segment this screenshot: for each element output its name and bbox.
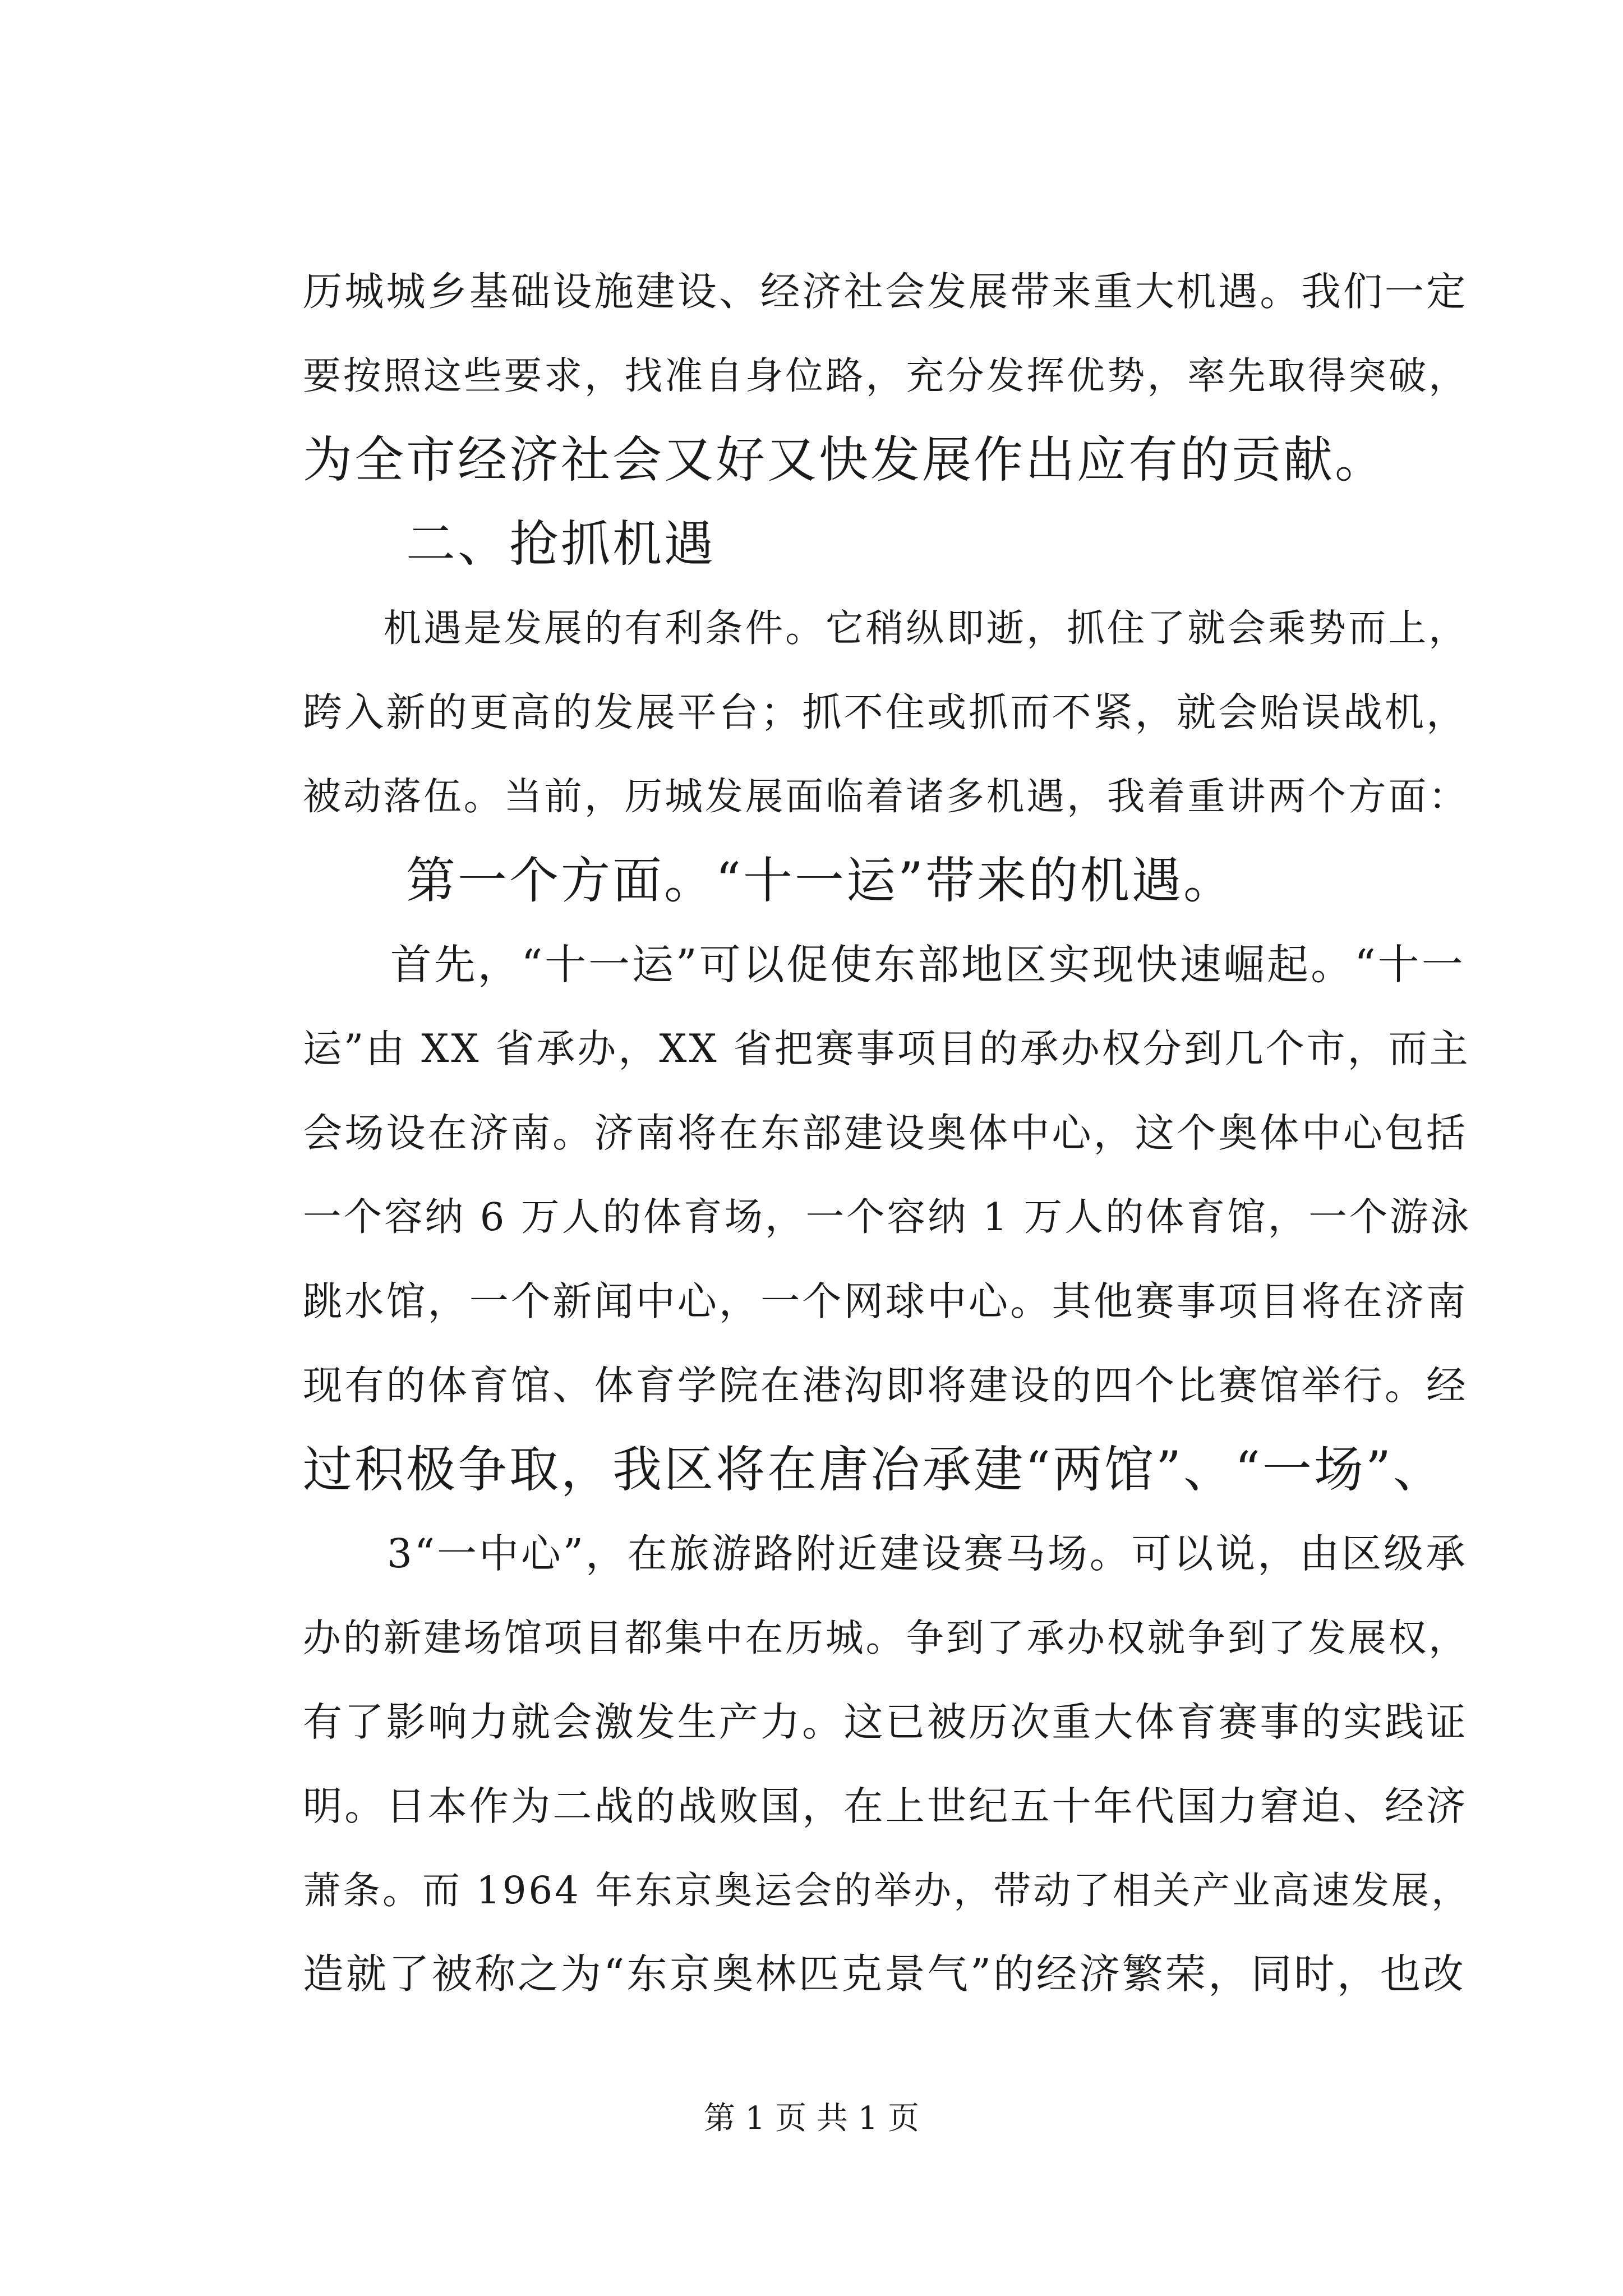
text-line: 萧条。而 1964 年东京奥运会的举办，带动了相关产业高速发展， (303, 1869, 1472, 1912)
text-line: 有了影响力就会激发生产力。这已被历次重大体育赛事的实践证 (303, 1699, 1468, 1745)
text-line: 第一个方面。“十一运”带来的机遇。 (303, 852, 1235, 909)
section-heading: 二、抢抓机遇 (303, 515, 716, 573)
text-line: 为全市经济社会又好又快发展作出应有的贡献。 (303, 431, 1387, 489)
text-line: 要按照这些要求，找准自身位路，充分发挥优势，率先取得突破， (303, 353, 1469, 398)
text-line: 过积极争取，我区将在唐冶承建“两馆”、“一场”、 (303, 1441, 1445, 1498)
text-line: 明。日本作为二战的战败国，在上世纪五十年代国力窘迫、经济 (303, 1783, 1468, 1829)
page-footer: 第 1 页 共 1 页 (703, 2100, 920, 2137)
text-line: 跨入新的更高的发展平台；抓不住或抓而不紧，就会贻误战机， (303, 689, 1468, 735)
text-line: 机遇是发展的有利条件。它稍纵即逝，抓住了就会乘势而上， (303, 606, 1469, 650)
text-line: 办的新建场馆项目都集中在历城。争到了承办权就争到了发展权， (303, 1616, 1469, 1660)
text-line: 运”由 XX 省承办，XX 省把赛事项目的承办权分到几个市，而主 (303, 1027, 1470, 1071)
text-line: 造就了被称之为“东京奥林匹克景气”的经济繁荣，同时，也改 (303, 1951, 1466, 1998)
text-line: 被动落伍。当前，历城发展面临着诸多机遇，我着重讲两个方面： (303, 774, 1469, 818)
text-line: 一个容纳 6 万人的体育场，一个容纳 1 万人的体育馆，一个游泳 (303, 1195, 1472, 1240)
text-line: 首先，“十一运”可以促使东部地区实现快速崛起。“十一 (303, 941, 1465, 989)
text-line: 跳水馆，一个新闻中心，一个网球中心。其他赛事项目将在济南 (303, 1278, 1468, 1324)
text-line: 3“一中心”，在旅游路附近建设赛马场。可以说，由区级承 (303, 1530, 1468, 1577)
text-line: 现有的体育馆、体育学院在港沟即将建设的四个比赛馆举行。经 (303, 1363, 1468, 1409)
text-line: 历城城乡基础设施建设、经济社会发展带来重大机遇。我们一定 (303, 269, 1468, 315)
text-line: 会场设在济南。济南将在东部建设奥体中心，这个奥体中心包括 (303, 1110, 1468, 1156)
